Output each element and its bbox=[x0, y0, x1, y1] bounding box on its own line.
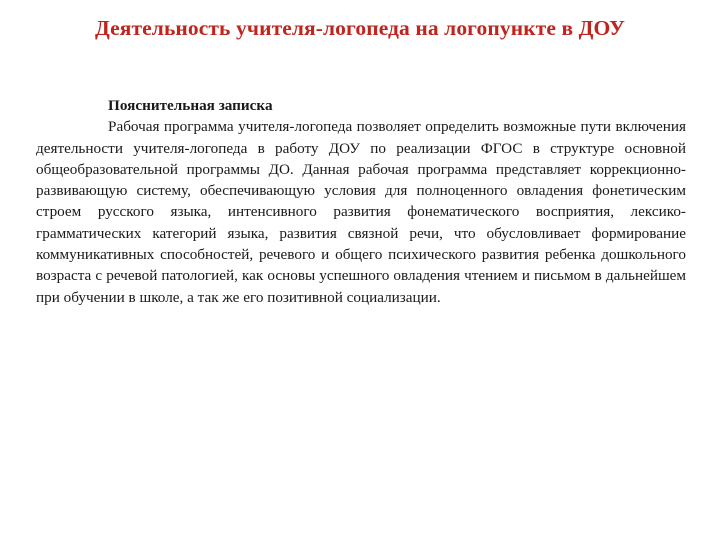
note-paragraph: Рабочая программа учителя-логопеда позволяет определить возможные пути включения деятельности учителя-логопеда в работу ДОУ по реализации ФГОС в структуре основной общеобразовательной программы ДО. Данная рабочая программа представляет коррекционно-развивающую систему, обеспечивающую условия для полноценного овладения фонетическим строем русского языка, интенсивного развития фонематического восприятия, лексико-грамматических категорий языка, развития связной речи, что обусловливает формирование коммуникативных способностей, речевого и общего психического развития ребенка дошкольного возраста с речевой патологией, как основы успешного овладения чтением и письмом в дальнейшем при обучении в школе, а так же его позитивной социализации. bbox=[36, 118, 686, 306]
note-heading: Пояснительная записка bbox=[108, 97, 273, 114]
note-body bbox=[36, 95, 686, 308]
slide-title: Деятельность учителя-логопеда на логопункте в ДОУ bbox=[94, 16, 626, 40]
